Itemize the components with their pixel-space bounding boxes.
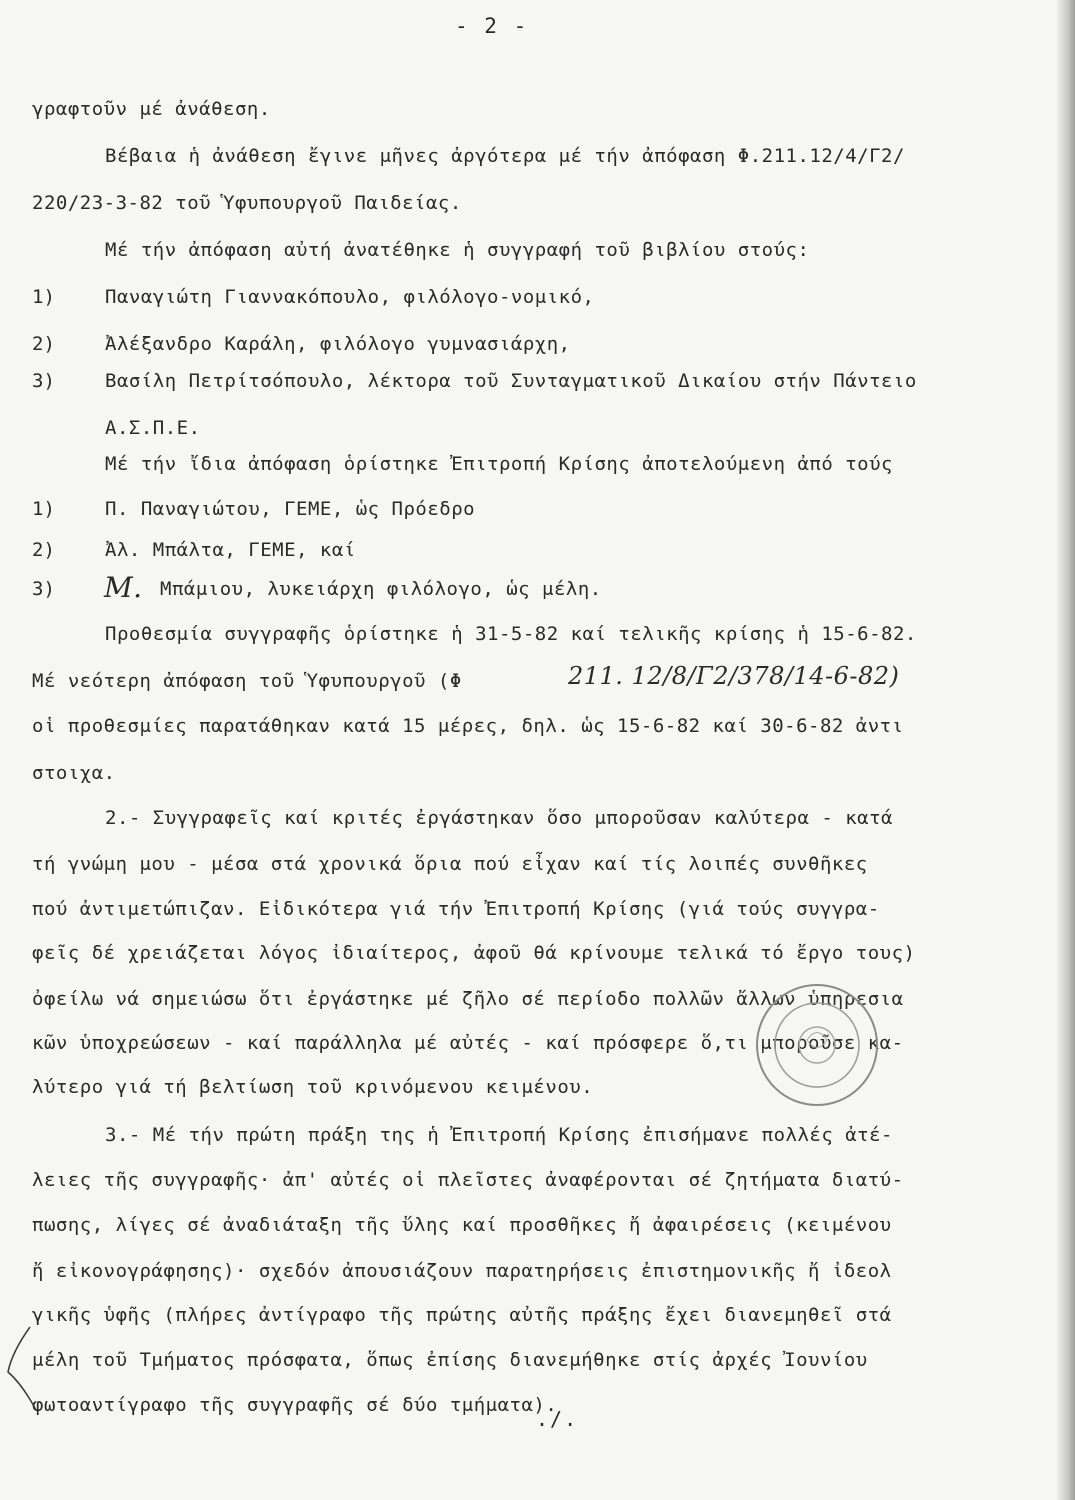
text-line: πωσης, λίγες σέ ἀναδιάταξη τῆς ὕλης καί προσθῆκες ἤ ἀφαιρέσεις (κειμένου [32,1214,892,1236]
handwritten-decision-ref: 211. 12/8/Γ2/378/14-6-82) [568,662,900,690]
text-line: 220/23-3-82 τοῦ Ὑφυπουργοῦ Παιδείας. [32,192,462,214]
page-edge-shadow [1057,0,1075,1500]
text-line: φωτοαντίγραφο τῆς συγγραφῆς σέ δύο τμήματα). [32,1394,558,1416]
text-line: Ἀλ. Μπάλτα, ΓΕΜΕ, καί [105,539,356,561]
text-line: Βέβαια ἡ ἀνάθεση ἔγινε μῆνες ἀργότερα μέ τήν ἀπόφαση Φ.211.12/4/Γ2/ [105,145,905,167]
text-line: ἤ εἰκονογράφησης)· σχεδόν ἀπουσιάζουν παρατηρήσεις ἐπιστημονικῆς ἤ ἰδεολ [32,1260,892,1282]
text-line: στοιχα. [32,762,116,784]
list-number: 2) [32,333,55,355]
text-line: Παναγιώτη Γιαννακόπουλο, φιλόλογο-νομικό, [105,286,595,308]
text-line: Π. Παναγιώτου, ΓΕΜΕ, ὡς Πρόεδρο [105,498,476,520]
text-line: μέλη τοῦ Τμήματος πρόσφατα, ὅπως ἐπίσης διανεμήθηκε στίς ἀρχές Ἰουνίου [32,1349,868,1371]
text-line: κῶν ὑποχρεώσεων - καί παράλληλα μέ αὐτές - καί πρόσφερε ὅ,τι μποροῦσε κα- [32,1032,904,1054]
text-line: Ἀλέξανδρο Καράλη, φιλόλογο γυμνασιάρχη, [105,333,571,355]
text-line: φεῖς δέ χρειάζεται λόγος ἰδιαίτερος, ἀφοῦ θά κρίνουμε τελικά τό ἔργο τους) [32,942,916,964]
list-number: 3) [32,370,55,392]
text-line: Μέ τήν ἀπόφαση αὐτή ἀνατέθηκε ἡ συγγραφή τοῦ βιβλίου στούς: [105,239,810,261]
text-line: Μέ τήν ἴδια ἀπόφαση ὁρίστηκε Ἐπιτροπή Κρίσης ἀποτελούμενη ἀπό τούς [105,453,893,475]
text-line: 3.- Μέ τήν πρώτη πράξη της ἡ Ἐπιτροπή Κρίσης ἐπισήμανε πολλές ἀτέ- [105,1124,893,1146]
text-line: ὀφείλω νά σημειώσω ὅτι ἐργάστηκε μέ ζῆλο σέ περίοδο πολλῶν ἄλλων ὑπηρεσια [32,988,904,1010]
margin-pencil-mark [0,1322,40,1412]
text-line: λύτερο γιά τή βελτίωση τοῦ κρινόμενου κειμένου. [32,1076,594,1098]
list-number: 3) [32,578,55,600]
list-number: 2) [32,539,55,561]
text-line: Μπάμιου, λυκειάρχη φιλόλογο, ὡς μέλη. [160,578,602,600]
handwritten-initial: Μ. [104,571,143,604]
continuation-mark: ./. [536,1407,579,1431]
text-line: γικῆς ὑφῆς (πλήρες ἀντίγραφο τῆς πρώτης αὐτῆς πράξης ἔχει διανεμηθεῖ στά [32,1304,892,1326]
text-line: λειες τῆς συγγραφῆς· ἀπ' αὐτές οἱ πλεῖστες ἀναφέρονται σέ ζητήματα διατύ- [32,1169,904,1191]
text-line: 2.- Συγγραφεῖς καί κριτές ἐργάστηκαν ὅσο μποροῦσαν καλύτερα - κατά [105,807,893,829]
official-stamp [752,980,882,1110]
list-number: 1) [32,498,55,520]
text-line: οἱ προθεσμίες παρατάθηκαν κατά 15 μέρες, δηλ. ὡς 15-6-82 καί 30-6-82 ἀντι [32,715,904,737]
text-line: Α.Σ.Π.Ε. [105,417,201,439]
page-number: - 2 - [455,14,529,38]
list-number: 1) [32,286,55,308]
text-line: Προθεσμία συγγραφῆς ὁρίστηκε ἡ 31-5-82 καί τελικῆς κρίσης ἡ 15-6-82. [105,623,917,645]
text-line: γραφτοῦν μέ ἀνάθεση. [32,98,271,120]
text-line: Μέ νεότερη ἀπόφαση τοῦ Ὑφυπουργοῦ (Φ [32,670,462,692]
text-line: Βασίλη Πετρίτσόπουλο, λέκτορα τοῦ Συνταγματικοῦ Δικαίου στήν Πάντειο [105,370,917,392]
text-line: πού ἀντιμετώπιζαν. Εἰδικότερα γιά τήν Ἐπιτροπή Κρίσης (γιά τούς συγγρα- [32,898,880,920]
text-line: τή γνώμη μου - μέσα στά χρονικά ὅρια πού εἶχαν καί τίς λοιπές συνθῆκες [32,853,868,875]
